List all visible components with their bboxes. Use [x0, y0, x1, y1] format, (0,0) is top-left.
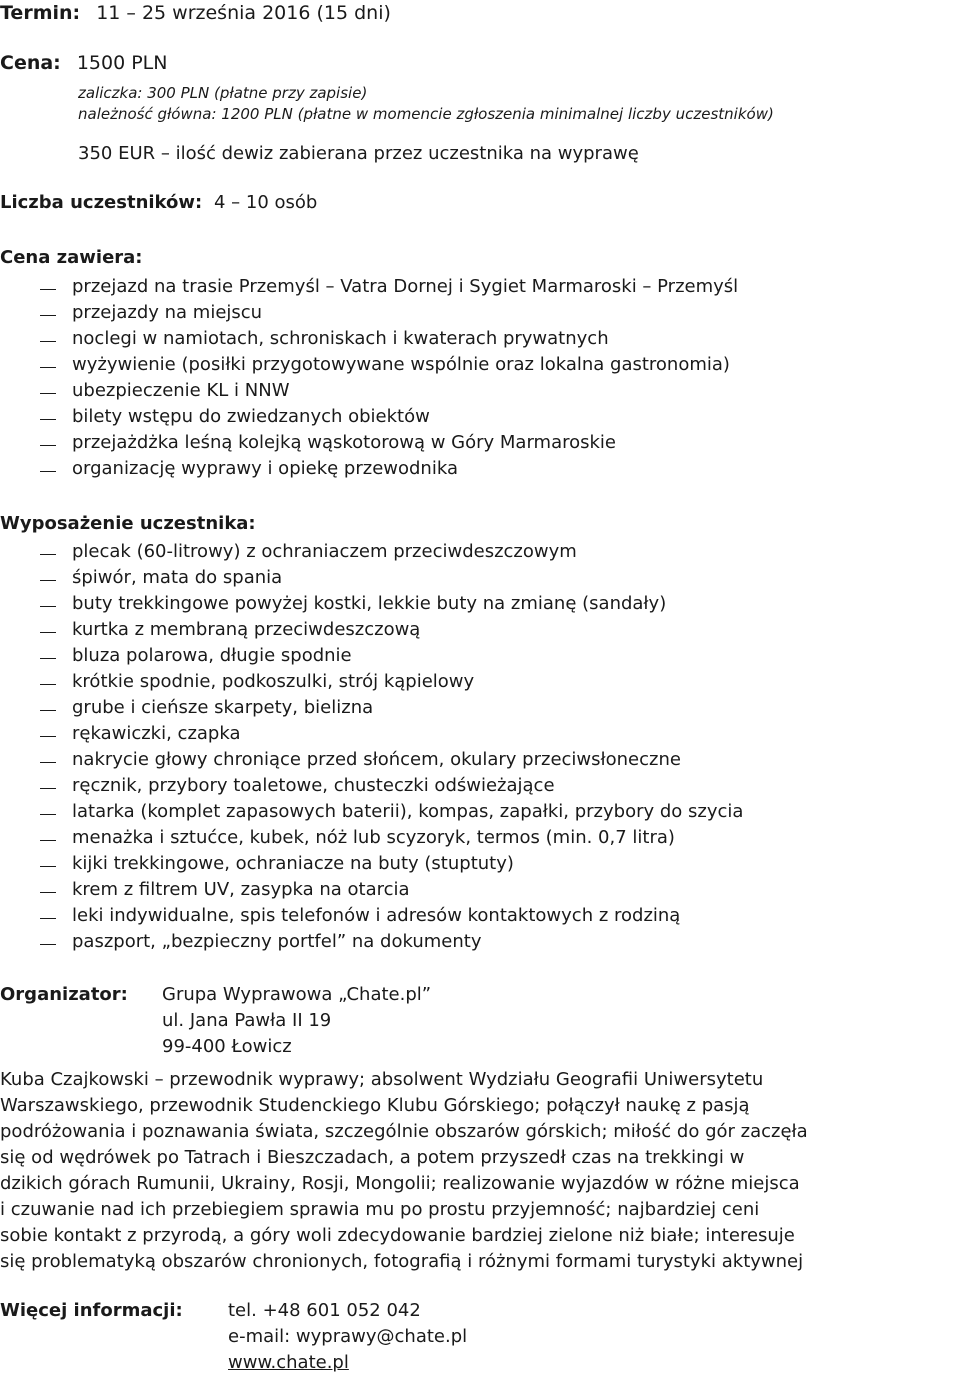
price-main-payment: należność główna: 1200 PLN (płatne w momencie zgłoszenia minimalnej liczby uczestników) — [78, 105, 774, 123]
equipment-item: paszport, „bezpieczny portfel” na dokumenty — [72, 931, 482, 952]
dash-bullet-icon — [40, 632, 56, 633]
dash-bullet-icon — [40, 580, 56, 581]
dash-bullet-icon — [40, 315, 56, 316]
term-label: Termin: — [0, 2, 81, 24]
dash-bullet-icon — [40, 445, 56, 446]
dash-bullet-icon — [40, 393, 56, 394]
dash-bullet-icon — [40, 814, 56, 815]
contact-email[interactable]: e-mail: wyprawy@chate.pl — [228, 1326, 468, 1347]
equipment-item: ręcznik, przybory toaletowe, chusteczki odświeżające — [72, 775, 555, 796]
term-line — [0, 2, 391, 24]
equipment-item: plecak (60-litrowy) z ochraniaczem przeciwdeszczowym — [72, 541, 577, 562]
dash-bullet-icon — [40, 918, 56, 919]
includes-item: przejazd na trasie Przemyśl – Vatra Dornej i Sygiet Marmaroski – Przemyśl — [72, 276, 739, 297]
includes-item: przejazdy na miejscu — [72, 302, 263, 323]
equipment-item: nakrycie głowy chroniące przed słońcem, okulary przeciwsłoneczne — [72, 749, 681, 770]
organizer-street: ul. Jana Pawła II 19 — [162, 1010, 332, 1031]
equipment-item: kurtka z membraną przeciwdeszczową — [72, 619, 421, 640]
dash-bullet-icon — [40, 606, 56, 607]
price-line — [0, 52, 167, 74]
dash-bullet-icon — [40, 471, 56, 472]
organizer-name: Grupa Wyprawowa „Chate.pl” — [162, 984, 432, 1005]
includes-item: wyżywienie (posiłki przygotowywane wspólnie oraz lokalna gastronomia) — [72, 354, 730, 375]
contact-label: Więcej informacji: — [0, 1300, 183, 1321]
equipment-item: rękawiczki, czapka — [72, 723, 241, 744]
dash-bullet-icon — [40, 419, 56, 420]
dash-bullet-icon — [40, 840, 56, 841]
equipment-item: kijki trekkingowe, ochraniacze na buty (stuptuty) — [72, 853, 514, 874]
dash-bullet-icon — [40, 367, 56, 368]
dash-bullet-icon — [40, 762, 56, 763]
equipment-heading: Wyposażenie uczestnika: — [0, 513, 256, 534]
dash-bullet-icon — [40, 554, 56, 555]
dash-bullet-icon — [40, 289, 56, 290]
participants-label: Liczba uczestników: — [0, 192, 203, 213]
dash-bullet-icon — [40, 892, 56, 893]
includes-heading: Cena zawiera: — [0, 247, 143, 268]
organizer-line — [0, 984, 128, 1005]
equipment-item: menażka i sztućce, kubek, nóż lub scyzoryk, termos (min. 0,7 litra) — [72, 827, 675, 848]
organizer-label: Organizator: — [0, 984, 128, 1005]
includes-item: przejażdżka leśną kolejką wąskotorową w Góry Marmaroskie — [72, 432, 616, 453]
includes-item: organizację wyprawy i opiekę przewodnika — [72, 458, 458, 479]
dash-bullet-icon — [40, 736, 56, 737]
includes-item: ubezpieczenie KL i NNW — [72, 380, 290, 401]
bio-line: i czuwanie nad ich przebiegiem sprawia mu po prostu przyjemność; najbardziej ceni — [0, 1199, 760, 1220]
dash-bullet-icon — [40, 710, 56, 711]
includes-item: noclegi w namiotach, schroniskach i kwaterach prywatnych — [72, 328, 609, 349]
participants-value: 4 – 10 osób — [213, 192, 318, 213]
bio-line: podróżowania i poznawania świata, szczególnie obszarów górskich; miłość do gór zaczęła — [0, 1121, 808, 1142]
dash-bullet-icon — [40, 658, 56, 659]
equipment-item: buty trekkingowe powyżej kostki, lekkie buty na zmianę (sandały) — [72, 593, 667, 614]
dash-bullet-icon — [40, 684, 56, 685]
contact-phone: tel. +48 601 052 042 — [228, 1300, 421, 1321]
price-label: Cena: — [0, 52, 61, 74]
equipment-item: krem z filtrem UV, zasypka na otarcia — [72, 879, 410, 900]
bio-line: dzikich górach Rumunii, Ukrainy, Rosji, Mongolii; realizowanie wyjazdów w różne miejsca — [0, 1173, 800, 1194]
equipment-item: śpiwór, mata do spania — [72, 567, 283, 588]
bio-line: się problematyką obszarów chronionych, fotografią i różnymi formami turystyki aktywnej — [0, 1251, 804, 1272]
contact-website-link[interactable]: www.chate.pl — [228, 1352, 349, 1373]
price-value: 1500 PLN — [76, 52, 168, 74]
bio-line: Kuba Czajkowski – przewodnik wyprawy; absolwent Wydziału Geografii Uniwersytetu — [0, 1069, 764, 1090]
dash-bullet-icon — [40, 788, 56, 789]
dash-bullet-icon — [40, 341, 56, 342]
dash-bullet-icon — [40, 866, 56, 867]
includes-item: bilety wstępu do zwiedzanych obiektów — [72, 406, 430, 427]
equipment-item: bluza polarowa, długie spodnie — [72, 645, 352, 666]
equipment-item: leki indywidualne, spis telefonów i adresów kontaktowych z rodziną — [72, 905, 681, 926]
bio-line: sobie kontakt z przyrodą, a góry woli zdecydowanie bardziej zielone niż białe; interesuje — [0, 1225, 795, 1246]
organizer-city: 99-400 Łowicz — [162, 1036, 292, 1057]
bio-line: Warszawskiego, przewodnik Studenckiego Klubu Górskiego; połączył naukę z pasją — [0, 1095, 750, 1116]
equipment-item: latarka (komplet zapasowych baterii), kompas, zapałki, przybory do szycia — [72, 801, 744, 822]
equipment-item: krótkie spodnie, podkoszulki, strój kąpielowy — [72, 671, 475, 692]
dash-bullet-icon — [40, 944, 56, 945]
participants-line — [0, 192, 317, 213]
guide-bio — [0, 1067, 960, 1275]
currency-note: 350 EUR – ilość dewiz zabierana przez uczestnika na wyprawę — [78, 143, 639, 164]
term-value: 11 – 25 września 2016 (15 dni) — [96, 2, 391, 24]
price-deposit: zaliczka: 300 PLN (płatne przy zapisie) — [78, 84, 368, 102]
bio-line: się od wędrówek po Tatrach i Bieszczadach, a potem przyszedł czas na trekkingi w — [0, 1147, 745, 1168]
equipment-item: grube i cieńsze skarpety, bielizna — [72, 697, 374, 718]
contact-line — [0, 1300, 183, 1321]
